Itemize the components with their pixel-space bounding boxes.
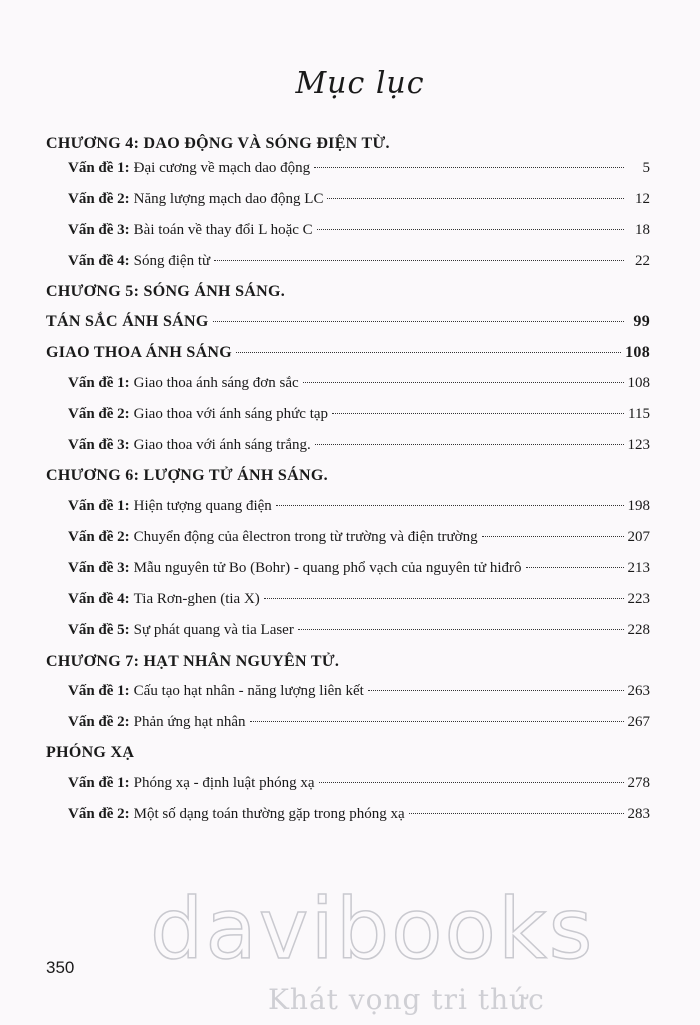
dot-leader	[319, 782, 624, 783]
toc-entry-label: Vấn đề 5:	[68, 622, 130, 638]
toc-entry	[68, 622, 650, 639]
toc-entry	[68, 191, 650, 208]
toc-entry	[68, 560, 650, 577]
toc-entry	[68, 591, 650, 608]
toc-entry	[68, 437, 650, 454]
toc-entry-label: Vấn đề 2:	[68, 714, 130, 730]
toc-entry-title: Giao thoa với ánh sáng phức tạp	[133, 406, 329, 422]
toc-entry-label: Vấn đề 2:	[68, 806, 130, 822]
toc-page-number: 108	[627, 375, 650, 391]
toc-page-number: 108	[625, 344, 650, 361]
dot-leader	[409, 813, 624, 814]
toc-entry-label: Vấn đề 1:	[68, 775, 130, 791]
toc-entry-label: Vấn đề 2:	[68, 191, 130, 207]
toc-page-number: 22	[635, 253, 650, 269]
chapter-title: TÁN SẮC ÁNH SÁNG	[46, 313, 209, 330]
toc-entry	[68, 683, 650, 700]
toc-page-number: 115	[628, 406, 650, 422]
toc-entry-label: Vấn đề 1:	[68, 683, 130, 699]
dot-leader	[276, 505, 624, 506]
chapter-title: GIAO THOA ÁNH SÁNG	[46, 344, 233, 361]
page-title: Mục lục	[295, 66, 425, 101]
toc-page-number: 18	[635, 222, 650, 238]
toc-entry-label: Vấn đề 3:	[68, 560, 130, 576]
toc-entry-title: Đại cương về mạch dao động	[133, 160, 311, 176]
toc-entry-label: Vấn đề 2:	[68, 406, 130, 422]
toc-entry-title: Năng lượng mạch dao động LC	[133, 191, 324, 207]
dot-leader	[298, 629, 624, 630]
toc-entry-label: Vấn đề 3:	[68, 222, 130, 238]
toc-entry-title: Giao thoa với ánh sáng trắng.	[133, 437, 311, 453]
toc-entry-label: Vấn đề 4:	[68, 253, 130, 269]
dot-leader	[213, 321, 624, 322]
toc-chapter-heading	[46, 467, 650, 485]
toc-entry-title: Mẫu nguyên tử Bo (Bohr) - quang phổ vạch của nguyên tử hiđrô	[133, 560, 522, 576]
toc-page-number: 207	[627, 529, 650, 545]
toc-page-number: 278	[627, 775, 650, 791]
page-number: 350	[46, 958, 75, 977]
dot-leader	[214, 260, 624, 261]
toc-entry-label: Vấn đề 1:	[68, 498, 130, 514]
watermark-slogan: Khát vọng tri thức	[268, 983, 545, 1016]
toc-entry-label: Vấn đề 1:	[68, 375, 130, 391]
toc-chapter-heading	[46, 653, 650, 671]
toc-entry-title: Giao thoa ánh sáng đơn sắc	[133, 375, 299, 391]
toc-entry-label: Vấn đề 1:	[68, 160, 130, 176]
toc-page-number: 5	[642, 160, 650, 176]
dot-leader	[314, 167, 624, 168]
toc-entry	[68, 375, 650, 392]
toc-entry-title: Một số dạng toán thường gặp trong phóng xạ	[133, 806, 405, 822]
toc-entry-title: Chuyển động của êlectron trong từ trường và điện trường	[133, 529, 478, 545]
dot-leader	[236, 352, 621, 353]
toc-page-number: 12	[635, 191, 650, 207]
chapter-title: CHƯƠNG 6: LƯỢNG TỬ ÁNH SÁNG.	[46, 467, 328, 484]
toc-entry-label: Vấn đề 4:	[68, 591, 130, 607]
toc-entry	[68, 806, 650, 823]
toc-entry	[68, 253, 650, 270]
toc-entry	[68, 160, 650, 177]
toc-entry-title: Phản ứng hạt nhân	[133, 714, 246, 730]
toc-entry	[68, 775, 650, 792]
toc-entry-label: Vấn đề 2:	[68, 529, 130, 545]
dot-leader	[368, 690, 624, 691]
toc-chapter-heading	[46, 313, 650, 331]
dot-leader	[250, 721, 624, 722]
toc-page-number: 123	[627, 437, 650, 453]
toc-entry-title: Bài toán về thay đổi L hoặc C	[133, 222, 313, 238]
toc-entry	[68, 222, 650, 239]
toc-entry	[68, 714, 650, 731]
dot-leader	[303, 382, 624, 383]
dot-leader	[482, 536, 624, 537]
chapter-title: PHÓNG XẠ	[46, 744, 135, 761]
dot-leader	[315, 444, 624, 445]
toc-entry-title: Tia Rơn-ghen (tia X)	[133, 591, 260, 607]
dot-leader	[526, 567, 624, 568]
toc-chapter-heading	[46, 744, 650, 762]
toc-entry	[68, 498, 650, 515]
dot-leader	[332, 413, 624, 414]
watermark-logo: davibooks	[150, 880, 595, 978]
toc-entry-title: Sóng điện từ	[133, 253, 211, 269]
dot-leader	[264, 598, 624, 599]
toc-page-number: 267	[627, 714, 650, 730]
toc-entry-title: Hiện tượng quang điện	[133, 498, 272, 514]
toc-chapter-heading	[46, 283, 650, 301]
toc-page-number: 228	[627, 622, 650, 638]
toc-page-number: 263	[627, 683, 650, 699]
chapter-title: CHƯƠNG 7: HẠT NHÂN NGUYÊN TỬ.	[46, 653, 340, 670]
toc-page-number: 99	[633, 313, 650, 330]
toc-page-number: 283	[627, 806, 650, 822]
toc-page-number: 198	[627, 498, 650, 514]
dot-leader	[327, 198, 624, 199]
chapter-title: CHƯƠNG 4: DAO ĐỘNG VÀ SÓNG ĐIỆN TỪ.	[46, 135, 390, 152]
toc-chapter-heading	[46, 344, 650, 362]
toc-entry-title: Cấu tạo hạt nhân - năng lượng liên kết	[133, 683, 364, 699]
toc-entry	[68, 406, 650, 423]
chapter-title: CHƯƠNG 5: SÓNG ÁNH SÁNG.	[46, 283, 286, 300]
toc-entry-title: Sự phát quang và tia Laser	[133, 622, 294, 638]
dot-leader	[317, 229, 624, 230]
toc-page-number: 223	[627, 591, 650, 607]
toc-entry	[68, 529, 650, 546]
toc-entry-title: Phóng xạ - định luật phóng xạ	[133, 775, 315, 791]
toc-page-number: 213	[627, 560, 650, 576]
toc-chapter-heading	[46, 135, 650, 153]
toc-entry-label: Vấn đề 3:	[68, 437, 130, 453]
